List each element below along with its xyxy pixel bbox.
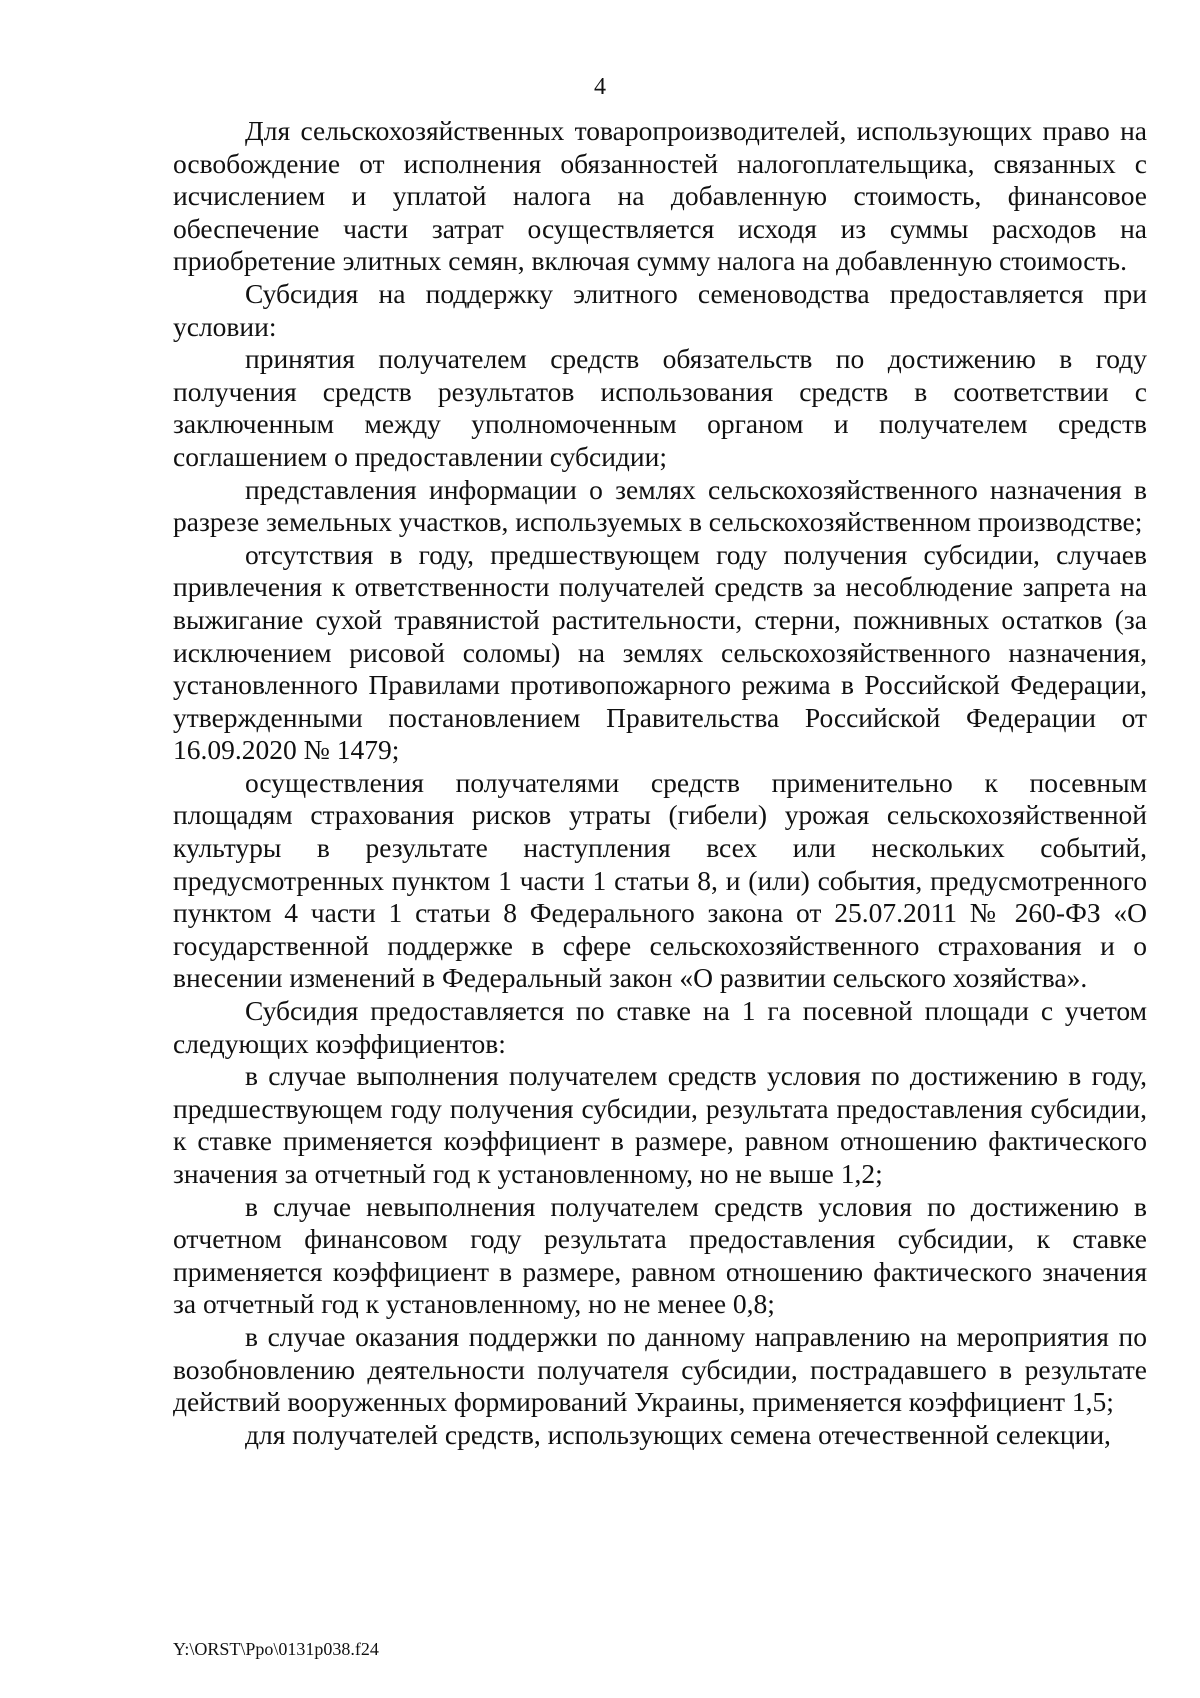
paragraph: отсутствия в году, предшествующем году получения субсидии, случаев привлечения к ответственности получателей средств за несоблюдение запрета на выжигание сухой травянистой растительности, стерни, пожнивных остатков (за исключением рисовой соломы) на землях сельскохозяйственного назначения, установленного Правилами противопожарного режима в Российской Федерации, утвержденными постановлением Правительства Российской Федерации от 16.09.2020 № 1479; xyxy=(173,538,1147,766)
paragraph: Субсидия на поддержку элитного семеноводства предоставляется при условии: xyxy=(173,277,1147,342)
page-number: 4 xyxy=(594,74,606,100)
paragraph: представления информации о землях сельскохозяйственного назначения в разрезе земельных участков, используемых в сельскохозяйственном производстве; xyxy=(173,473,1147,538)
footer-file-path: Y:\ORST\Ppo\0131p038.f24 xyxy=(173,1639,379,1659)
paragraph: осуществления получателями средств применительно к посевным площадям страхования рисков утраты (гибели) урожая сельскохозяйственной культуры в результате наступления всех или нескольких событий, предусмотренных пунктом 1 части 1 статьи 8, и (или) события, предусмотренного пунктом 4 части 1 статьи 8 Федерального закона от 25.07.2011 № 260-ФЗ «О государственной поддержке в сфере сельскохозяйственного страхования и о внесении изменений в Федеральный закон «О развитии сельского хозяйства». xyxy=(173,766,1147,994)
paragraph: в случае невыполнения получателем средств условия по достижению в отчетном финансовом году результата предоставления субсидии, к ставке применяется коэффициент в размере, равном отношению фактического значения за отчетный год к установленному, но не менее 0,8; xyxy=(173,1190,1147,1320)
paragraph: в случае оказания поддержки по данному направлению на мероприятия по возобновлению деятельности получателя субсидии, пострадавшего в результате действий вооруженных формирований Украины, применяется коэффициент 1,5; xyxy=(173,1320,1147,1418)
paragraph: Субсидия предоставляется по ставке на 1 га посевной площади с учетом следующих коэффициентов: xyxy=(173,995,1147,1059)
paragraph: для получателей средств, использующих семена отечественной селекции, xyxy=(245,1418,1111,1450)
paragraph: принятия получателем средств обязательств по достижению в году получения средств результатов использования средств в соответствии с заключенным между уполномоченным органом и получателем средств соглашением о предоставлении субсидии; xyxy=(173,343,1147,472)
document-body xyxy=(173,115,1147,1451)
paragraph: в случае выполнения получателем средств условия по достижению в году, предшествующем году получения субсидии, результата предоставления субсидии, к ставке применяется коэффициент в размере, равном отношению фактического значения за отчетный год к установленному, но не выше 1,2; xyxy=(173,1060,1147,1189)
paragraph: Для сельскохозяйственных товаропроизводителей, использующих право на освобождение от исполнения обязанностей налогоплательщика, связанных с исчислением и уплатой налога на добавленную стоимость, финансовое обеспечение части затрат осуществляется исходя из суммы расходов на приобретение элитных семян, включая сумму налога на добавленную стоимость. xyxy=(173,115,1147,277)
